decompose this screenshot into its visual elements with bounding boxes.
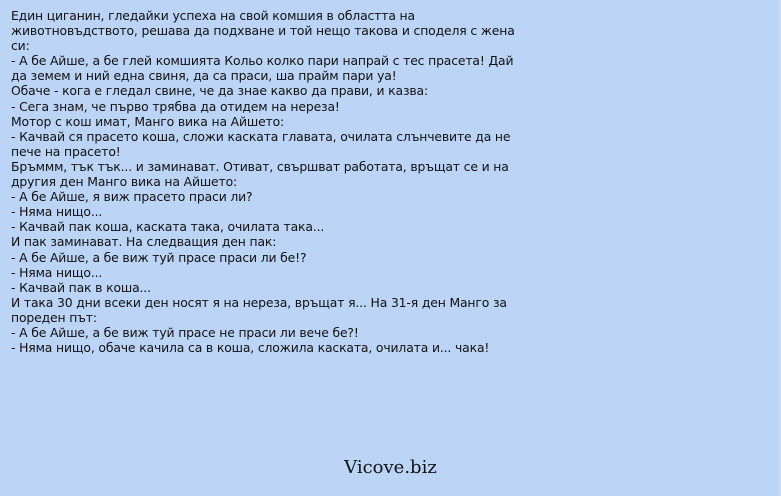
- joke-line: да земем и ний една свиня, да са праси, ша прайм пари уа!: [11, 68, 397, 84]
- joke-line: - А бе Айше, а бе виж туй прасе не праси ли вече бе?!: [11, 324, 359, 340]
- joke-line: И така 30 дни всеки ден носят я на нереза, връщат я... На 31-я ден Манго за: [11, 294, 507, 310]
- joke-line: И пак заминават. На следващия ден пак:: [11, 234, 277, 250]
- joke-line: - Няма нищо, обаче качила са в коша, сложила каската, очилата и... чака!: [11, 340, 490, 356]
- joke-line: - А бе Айше, а бе виж туй прасе праси ли бе!?: [11, 249, 307, 265]
- joke-line: - Сега знам, че първо трябва да отидем на нереза!: [11, 98, 340, 114]
- joke-line: - Качвай ся прасето коша, сложи каската главата, очилата слънчевите да не: [11, 128, 511, 144]
- joke-line: Обаче - кога е гледал свине, че да знае какво да прави, и казва:: [11, 83, 429, 99]
- joke-line: другия ден Манго вика на Айшето:: [11, 174, 238, 190]
- joke-line: пече на прасето!: [11, 143, 121, 159]
- joke-line: - Няма нищо...: [11, 204, 103, 220]
- joke-line: си:: [11, 38, 30, 54]
- joke-line: - Качвай пак в коша...: [11, 279, 151, 295]
- joke-line: животновъдството, решава да подхване и той нещо такова и споделя с жена: [11, 23, 515, 39]
- site-footer-brand: Vicove.biz: [344, 457, 437, 478]
- joke-line: Един циганин, гледайки успеха на свой комшия в областта на: [11, 8, 415, 23]
- joke-line: пореден път:: [11, 309, 97, 325]
- joke-text: [11, 8, 571, 355]
- joke-line: Бръммм, тък тък... и заминават. Отиват, свършват работата, връщат се и на: [11, 158, 509, 174]
- joke-line: - Качвай пак коша, каската така, очилата така...: [11, 219, 325, 235]
- joke-line: - А бе Айше, а бе глей комшията Кольо колко пари напрай с тес прасета! Дай: [11, 53, 514, 69]
- joke-line: - Няма нищо...: [11, 264, 103, 280]
- joke-line: - А бе Айше, я виж прасето праси ли?: [11, 189, 253, 205]
- joke-line: Мотор с кош имат, Манго вика на Айшето:: [11, 113, 285, 129]
